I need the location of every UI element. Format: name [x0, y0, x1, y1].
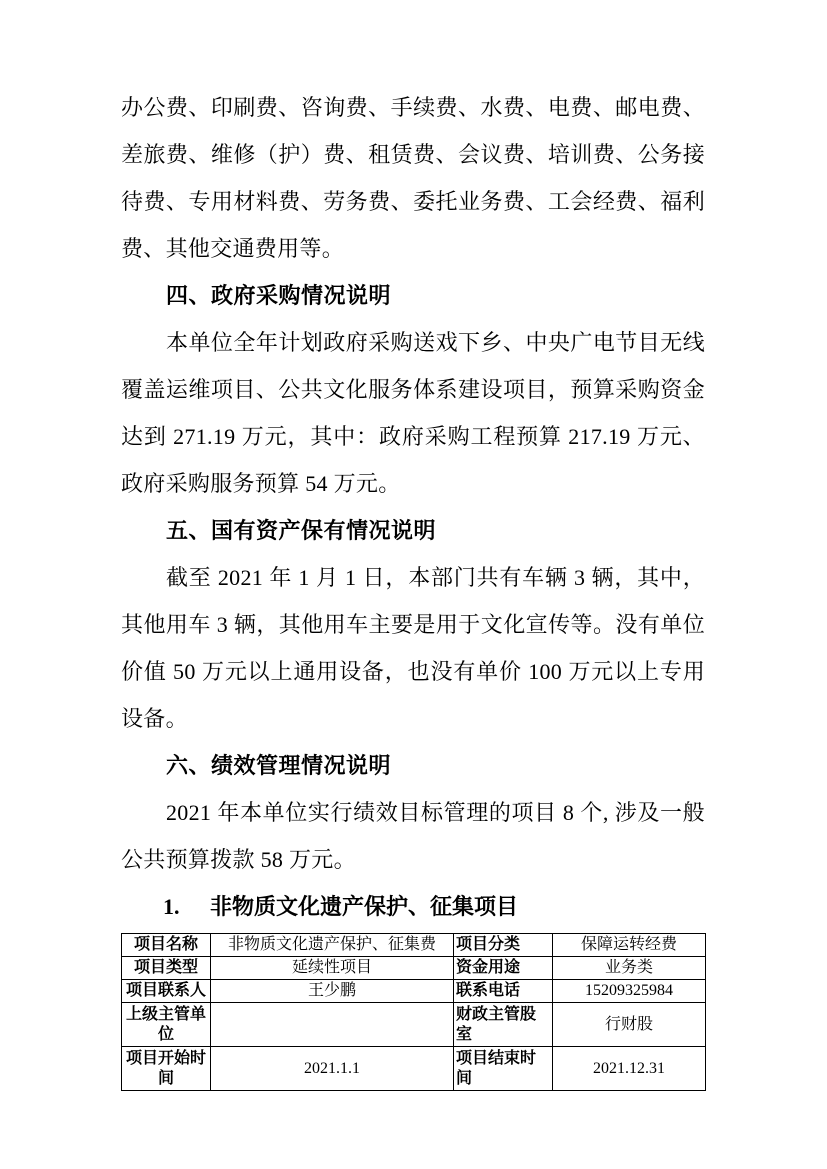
project-type-label: 项目类型: [122, 957, 211, 980]
project-type-value: 延续性项目: [211, 957, 454, 980]
start-date-value: 2021.1.1: [211, 1047, 454, 1091]
contact-person-label: 项目联系人: [122, 980, 211, 1003]
paragraph-expense-items: 办公费、印刷费、咨询费、手续费、水费、电费、邮电费、差旅费、维修（护）费、租赁费、会议费、培训费、公务接待费、专用材料费、劳务费、委托业务费、工会经费、福利费、其他交通费用等。: [121, 95, 705, 261]
fund-usage-label: 资金用途: [454, 957, 553, 980]
project-name-label: 项目名称: [122, 934, 211, 957]
project-heading: [121, 883, 705, 930]
project-title: 非物质文化遗产保护、征集项目: [210, 894, 519, 919]
contact-phone-label: 联系电话: [454, 980, 553, 1003]
section-heading-government-procurement: 四、政府采购情况说明: [166, 283, 392, 308]
fund-usage-value: 业务类: [553, 957, 706, 980]
paragraph-government-procurement: 本单位全年计划政府采购送戏下乡、中央广电节目无线覆盖运维项目、公共文化服务体系建设项目，预算采购资金达到 271.19 万元，其中：政府采购工程预算 217.19 万元、政府采购服务预算 54 万元。: [121, 330, 705, 496]
finance-dept-value: 行财股: [553, 1003, 706, 1047]
section-heading-performance-management: 六、绩效管理情况说明: [166, 753, 392, 778]
start-date-label: 项目开始时间: [122, 1047, 211, 1091]
end-date-value: 2021.12.31: [553, 1047, 706, 1091]
finance-dept-label: 财政主管股室: [454, 1003, 553, 1047]
table-row-project-type: [122, 957, 706, 980]
table-row-dates: [122, 1047, 706, 1091]
contact-person-value: 王少鹏: [211, 980, 454, 1003]
project-info-table: [121, 933, 706, 1091]
project-name-value: 非物质文化遗产保护、征集费: [211, 934, 454, 957]
end-date-label: 项目结束时间: [454, 1047, 553, 1091]
paragraph-performance-management: 2021 年本单位实行绩效目标管理的项目 8 个, 涉及一般公共预算拨款 58 万元。: [121, 800, 705, 872]
table-row-project-name: [122, 934, 706, 957]
superior-unit-label: 上级主管单位: [122, 1003, 211, 1047]
project-category-label: 项目分类: [454, 934, 553, 957]
project-number: 1.: [163, 894, 180, 919]
paragraph-state-assets: 截至 2021 年 1 月 1 日，本部门共有车辆 3 辆，其中，其他用车 3 辆，其他用车主要是用于文化宣传等。没有单位价值 50 万元以上通用设备，也没有单价 100 万元以上专用设备。: [121, 565, 705, 731]
contact-phone-value: 15209325984: [553, 980, 706, 1003]
superior-unit-value: [211, 1003, 454, 1047]
project-category-value: 保障运转经费: [553, 934, 706, 957]
table-row-supervisor: [122, 1003, 706, 1047]
table-row-contact: [122, 980, 706, 1003]
section-heading-state-assets: 五、国有资产保有情况说明: [166, 518, 437, 543]
page-content: [121, 84, 705, 1091]
